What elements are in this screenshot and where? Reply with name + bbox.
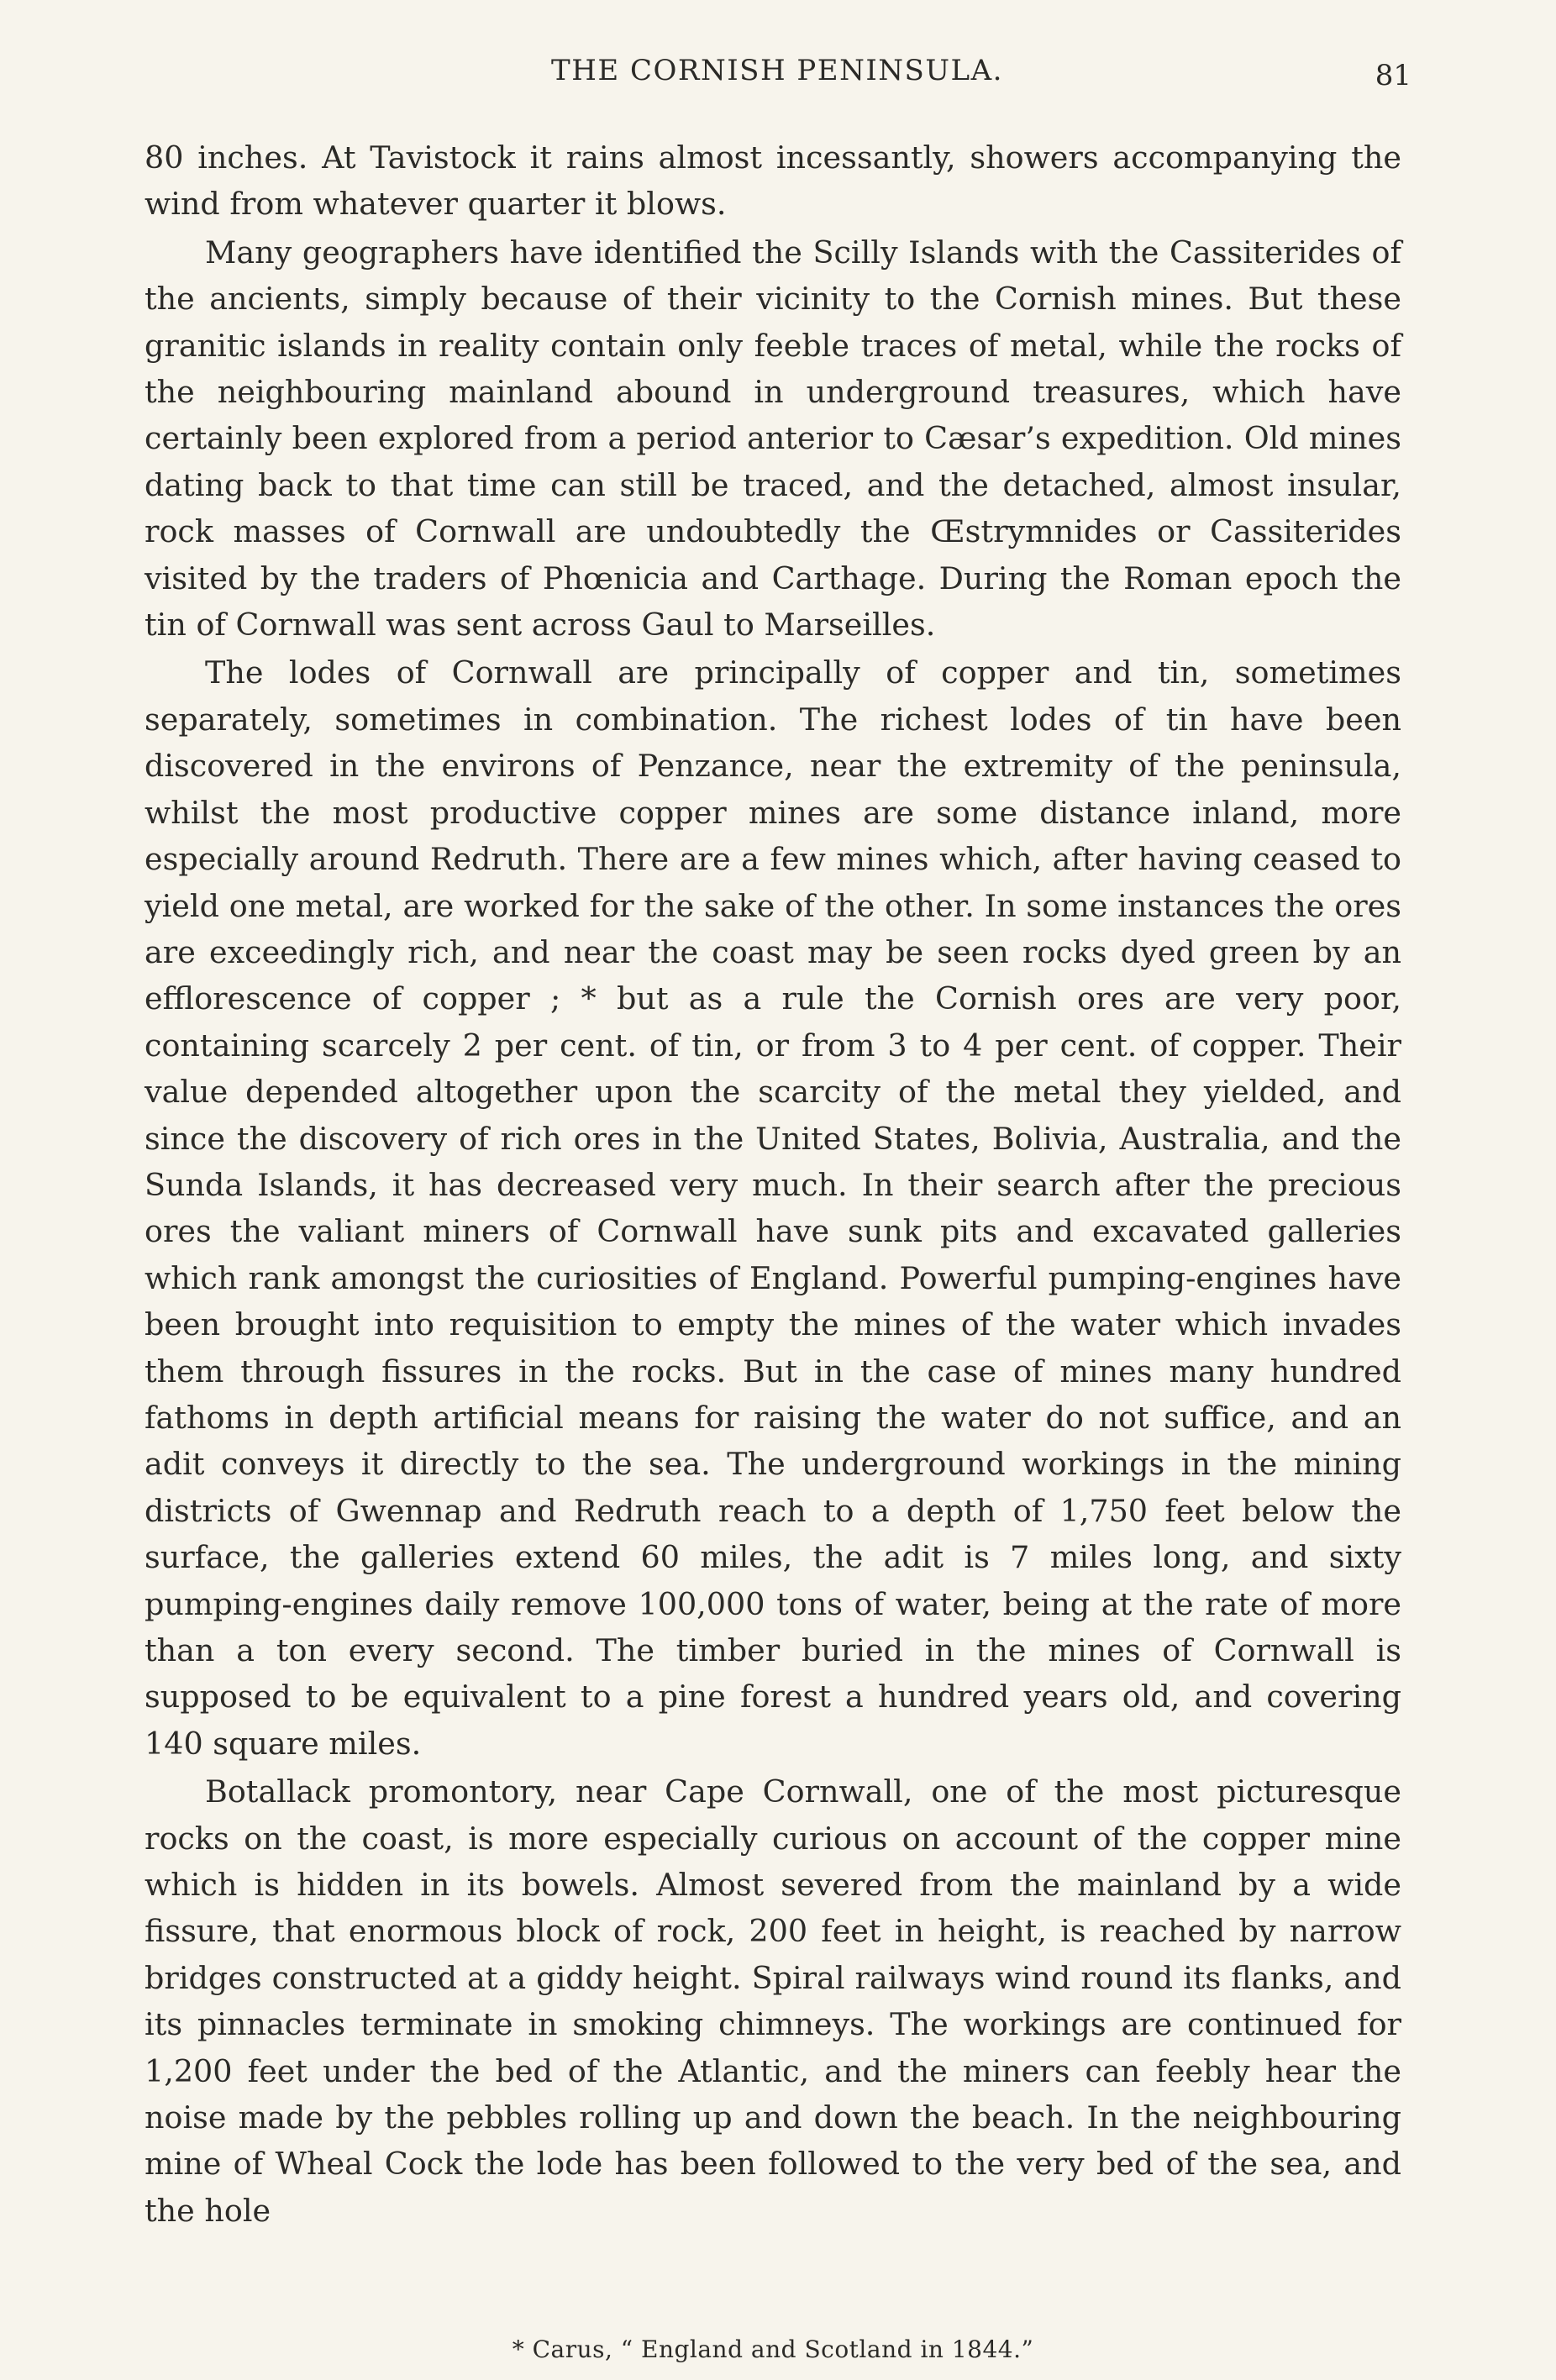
body-text	[145, 134, 1401, 2236]
paragraph-botallack: Botallack promontory, near Cape Cornwall, one of the most picturesque rocks on the coast, is more especially curious on account of the copper mine which is hidden in its bowels. Almost severed from the mainland by a wide fissure, that enormous block of rock, 200 feet in height, is reached by narrow bridges constructed at a giddy height. Spiral railways wind round its flanks, and its pinnacles terminate in smoking chimneys. The workings are continued for 1,200 feet under the bed of the Atlantic, and the miners can feebly hear the noise made by the pebbles rolling up and down the beach. In the neighbouring mine of Wheal Cock the lode has been followed to the very bed of the sea, and the hole	[145, 1773, 1401, 2229]
running-title: THE CORNISH PENINSULA.	[551, 54, 1003, 87]
page-number: 81	[1375, 59, 1411, 92]
paragraph-cassiterides: Many geographers have identified the Scilly Islands with the Cassiterides of the ancients, simply because of their vicinity to the Cornish mines. But these granitic islands in reality contain only feeble traces of metal, while the rocks of the neighbouring mainland abound in underground treasures, which have certainly been explored from a period anterior to Cæsar’s expedition. Old mines dating back to that time can still be traced, and the detached, almost insular, rock masses of Cornwall are undoubtedly the Œstrymnides or Cassiterides visited by the traders of Phœnicia and Carthage. During the Roman epoch the tin of Cornwall was sent across Gaul to Marseilles.	[145, 234, 1401, 644]
paragraph-rainfall-continuation: 80 inches. At Tavistock it rains almost incessantly, showers accompanying the wind from whatever quarter it blows.	[145, 139, 1401, 223]
running-head	[143, 54, 1411, 104]
paragraph-cornish-lodes: The lodes of Cornwall are principally of copper and tin, sometimes separately, sometimes in combination. The richest lodes of tin have been discovered in the environs of Penzance, near the extremity of the peninsula, whilst the most productive copper mines are some distance inland, more especially around Redruth. There are a few mines which, after having ceased to yield one metal, are worked for the sake of the other. In some instances the ores are exceedingly rich, and near the coast may be seen rocks dyed green by an efflorescence of copper ; * but as a rule the Cornish ores are very poor, containing scarcely 2 per cent. of tin, or from 3 to 4 per cent. of copper. Their value depended altogether upon the scarcity of the metal they yielded, and since the discovery of rich ores in the United States, Bolivia, Australia, and the Sunda Islands, it has decreased very much. In their search after the precious ores the valiant miners of Cornwall have sunk pits and excavated galleries which rank amongst the curiosities of England. Powerful pumping-engines have been brought into requisition to empty the mines of the water which invades them through fissures in the rocks. But in the case of mines many hundred fathoms in depth artificial means for raising the water do not suffice, and an adit conveys it directly to the sea. The underground workings in the mining districts of Gwennap and Redruth reach to a depth of 1,750 feet below the surface, the galleries extend 60 miles, the adit is 7 miles long, and sixty pumping-engines daily remove 100,000 tons of water, being at the rate of more than a ton every second. The timber buried in the mines of Cornwall is supposed to be equivalent to a pine forest a hundred years old, and covering 140 square miles.	[145, 654, 1401, 1762]
footnote: * Carus, “ England and Scotland in 1844.”	[512, 2335, 1034, 2363]
